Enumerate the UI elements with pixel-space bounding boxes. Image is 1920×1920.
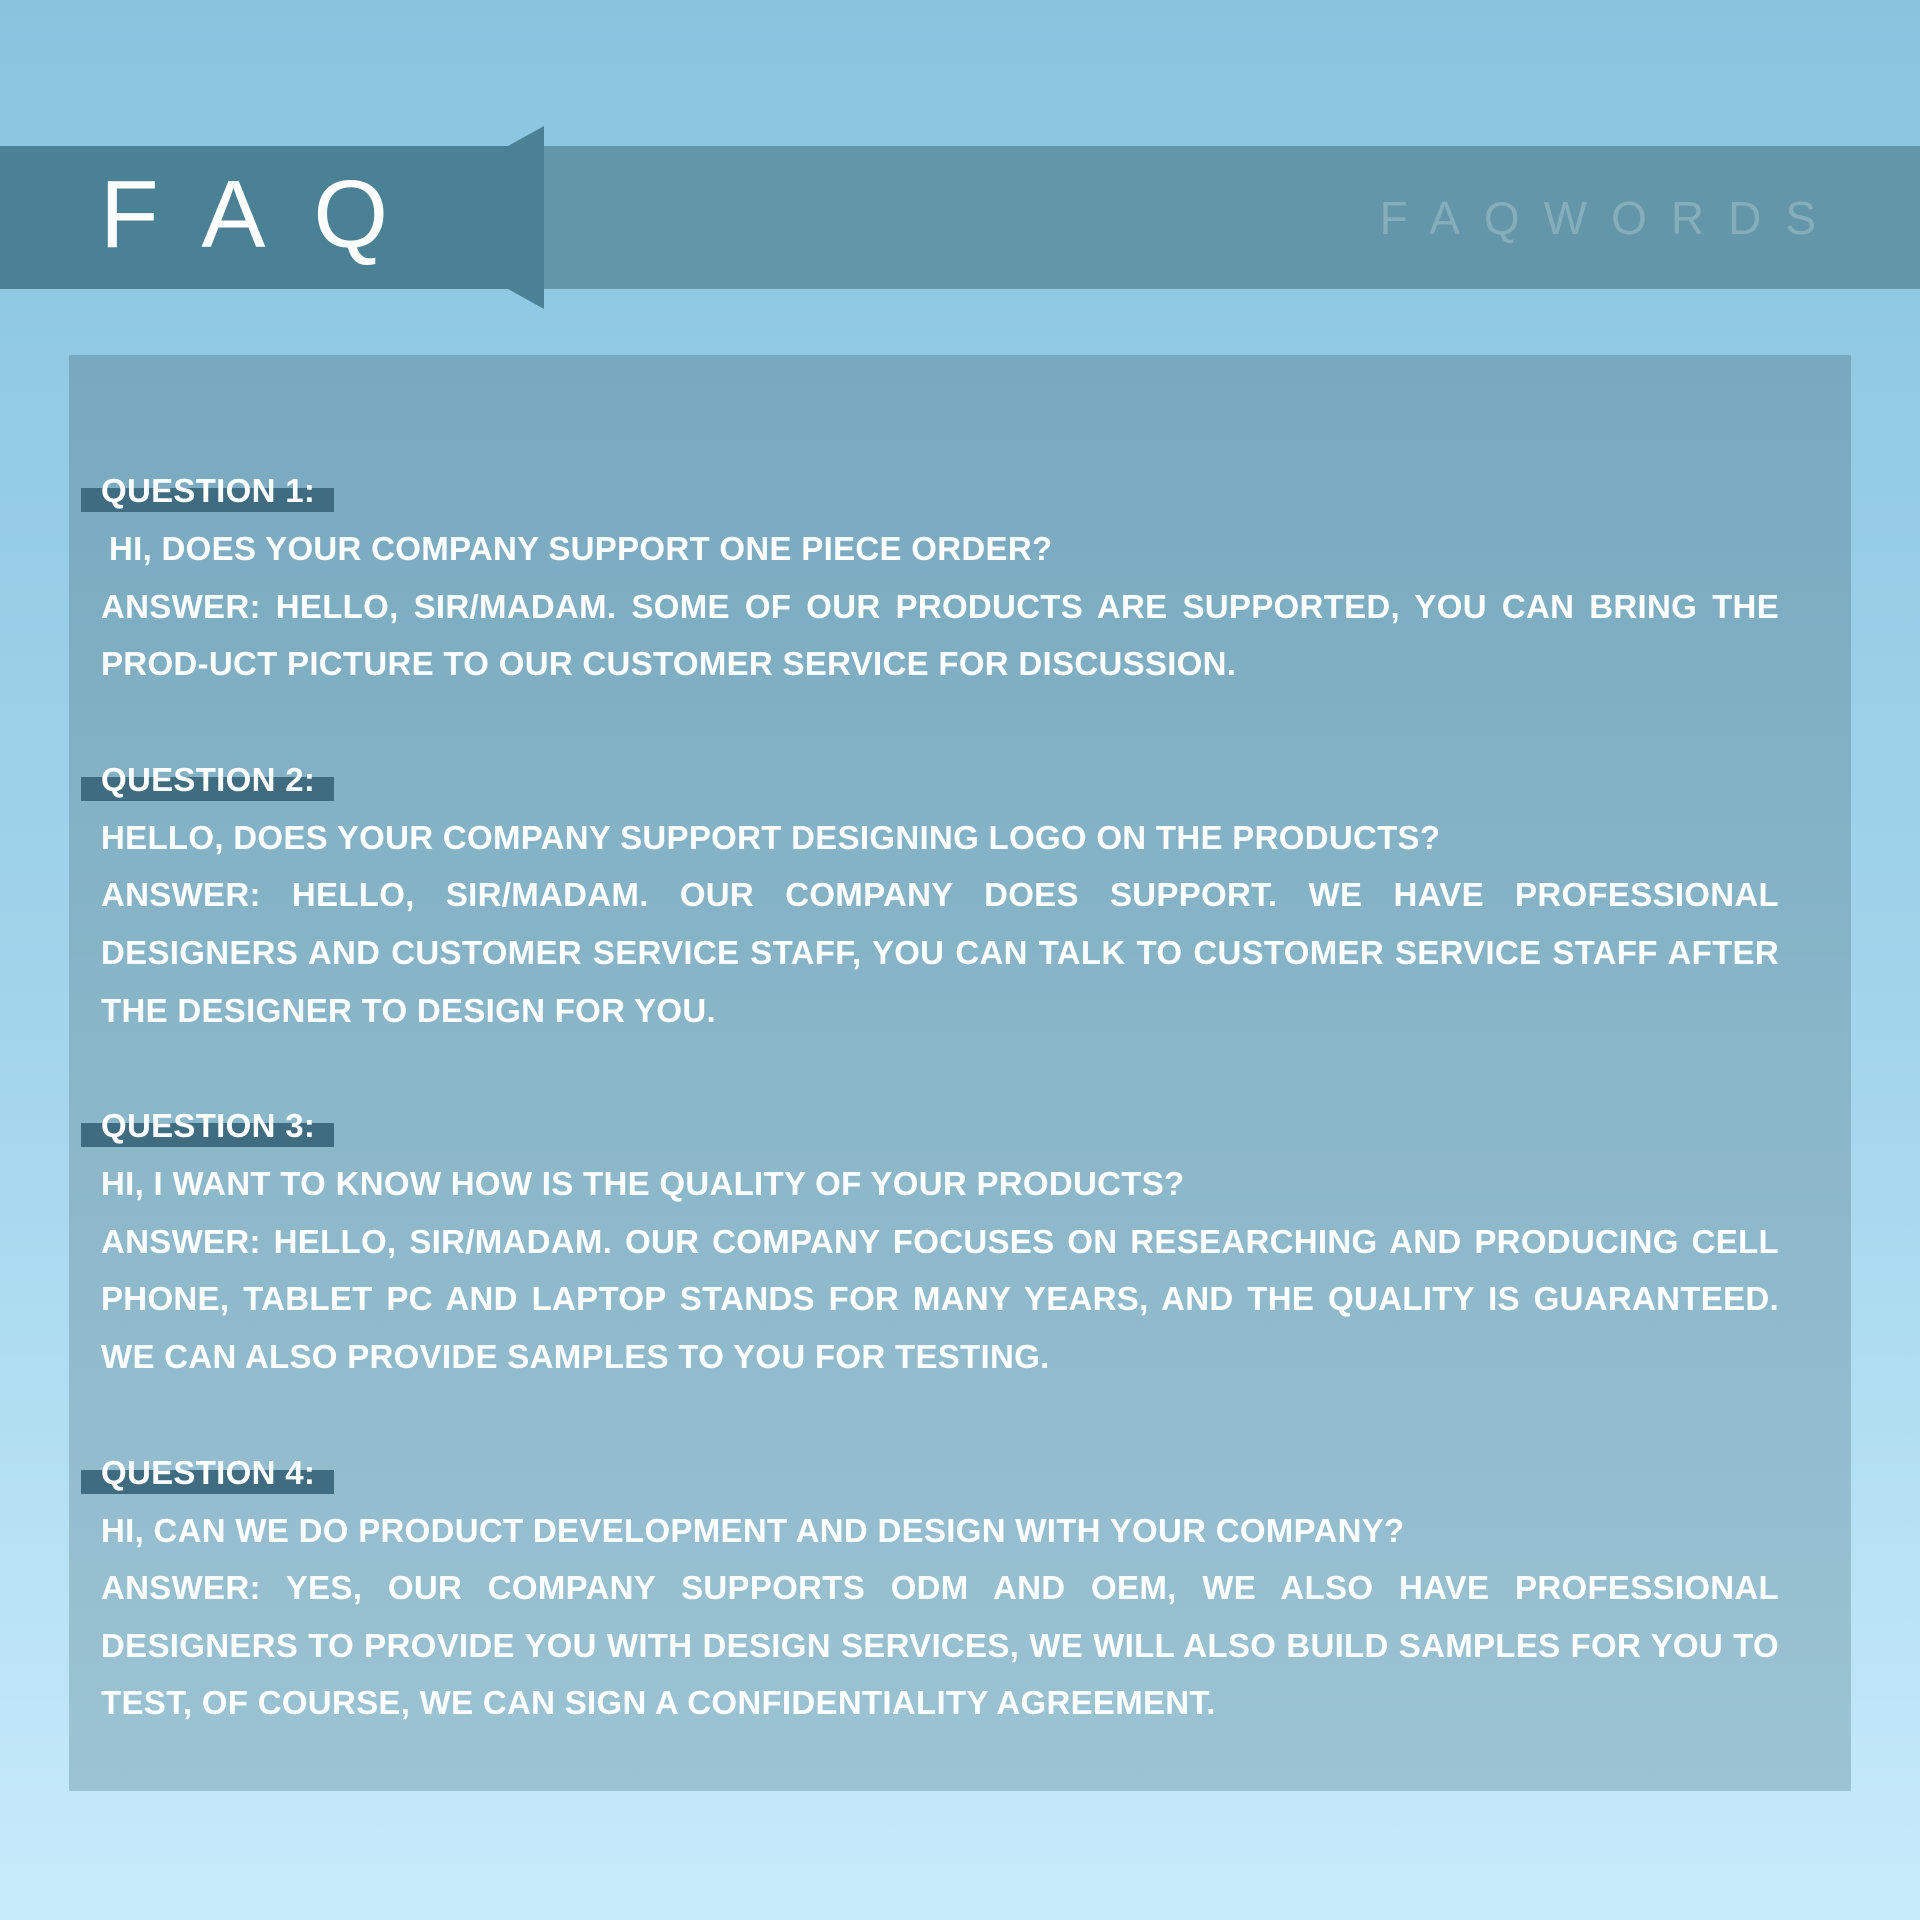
faq-item: [101, 751, 1779, 1039]
page-subtitle: FAQWORDS: [1379, 192, 1840, 244]
answer-text: ANSWER: HELLO, SIR/MADAM. OUR COMPANY DOES SUPPORT. WE HAVE PROFESSIONAL DESIGNERS AND CUSTOMER SERVICE STAFF, YOU CAN TALK TO CUSTOMER SERVICE STAFF AFTER THE DESIGNER TO DESIGN FOR YOU.: [101, 876, 1779, 1029]
faq-item: [101, 1097, 1779, 1385]
faq-list: [101, 462, 1779, 1732]
question-text: HI, DOES YOUR COMPANY SUPPORT ONE PIECE ORDER?: [109, 530, 1053, 567]
faq-panel: [69, 355, 1851, 1791]
faq-item: [101, 462, 1779, 693]
question-label-text: QUESTION 4:: [101, 1453, 316, 1491]
question-label-text: QUESTION 1:: [101, 472, 316, 509]
page-title: FAQ: [100, 161, 437, 268]
answer-text: ANSWER: YES, OUR COMPANY SUPPORTS ODM AND OEM, WE ALSO HAVE PROFESSIONAL DESIGNERS TO PROVIDE YOU WITH DESIGN SERVICES, WE WILL ALSO BUILD SAMPLES FOR YOU TO TEST, OF COURSE, WE CAN SIGN A CONFIDENTIALITY AGREEMENT.: [101, 1569, 1779, 1722]
question-label: [101, 1444, 1779, 1502]
question-text: HI, I WANT TO KNOW HOW IS THE QUALITY OF YOUR PRODUCTS?: [101, 1165, 1185, 1203]
question-label-text: QUESTION 3:: [101, 1107, 316, 1145]
answer-text: ANSWER: HELLO, SIR/MADAM. OUR COMPANY FOCUSES ON RESEARCHING AND PRODUCING CELL PHONE, TABLET PC AND LAPTOP STANDS FOR MANY YEARS, AND THE QUALITY IS GUARANTEED. WE CAN ALSO PROVIDE SAMPLES TO YOU FOR TESTING.: [101, 1222, 1779, 1375]
faq-item: [101, 1444, 1779, 1732]
answer-text: ANSWER: HELLO, SIR/MADAM. SOME OF OUR PRODUCTS ARE SUPPORTED, YOU CAN BRING THE PROD-UCT PICTURE TO OUR CUSTOMER SERVICE FOR DISCUSSION.: [101, 587, 1779, 683]
question-text: HELLO, DOES YOUR COMPANY SUPPORT DESIGNING LOGO ON THE PRODUCTS?: [101, 818, 1441, 856]
question-label-text: QUESTION 2:: [101, 760, 316, 798]
question-label: [101, 751, 1779, 809]
question-label: [101, 462, 1779, 520]
question-label: [101, 1097, 1779, 1155]
question-text: HI, CAN WE DO PRODUCT DEVELOPMENT AND DESIGN WITH YOUR COMPANY?: [101, 1511, 1405, 1549]
